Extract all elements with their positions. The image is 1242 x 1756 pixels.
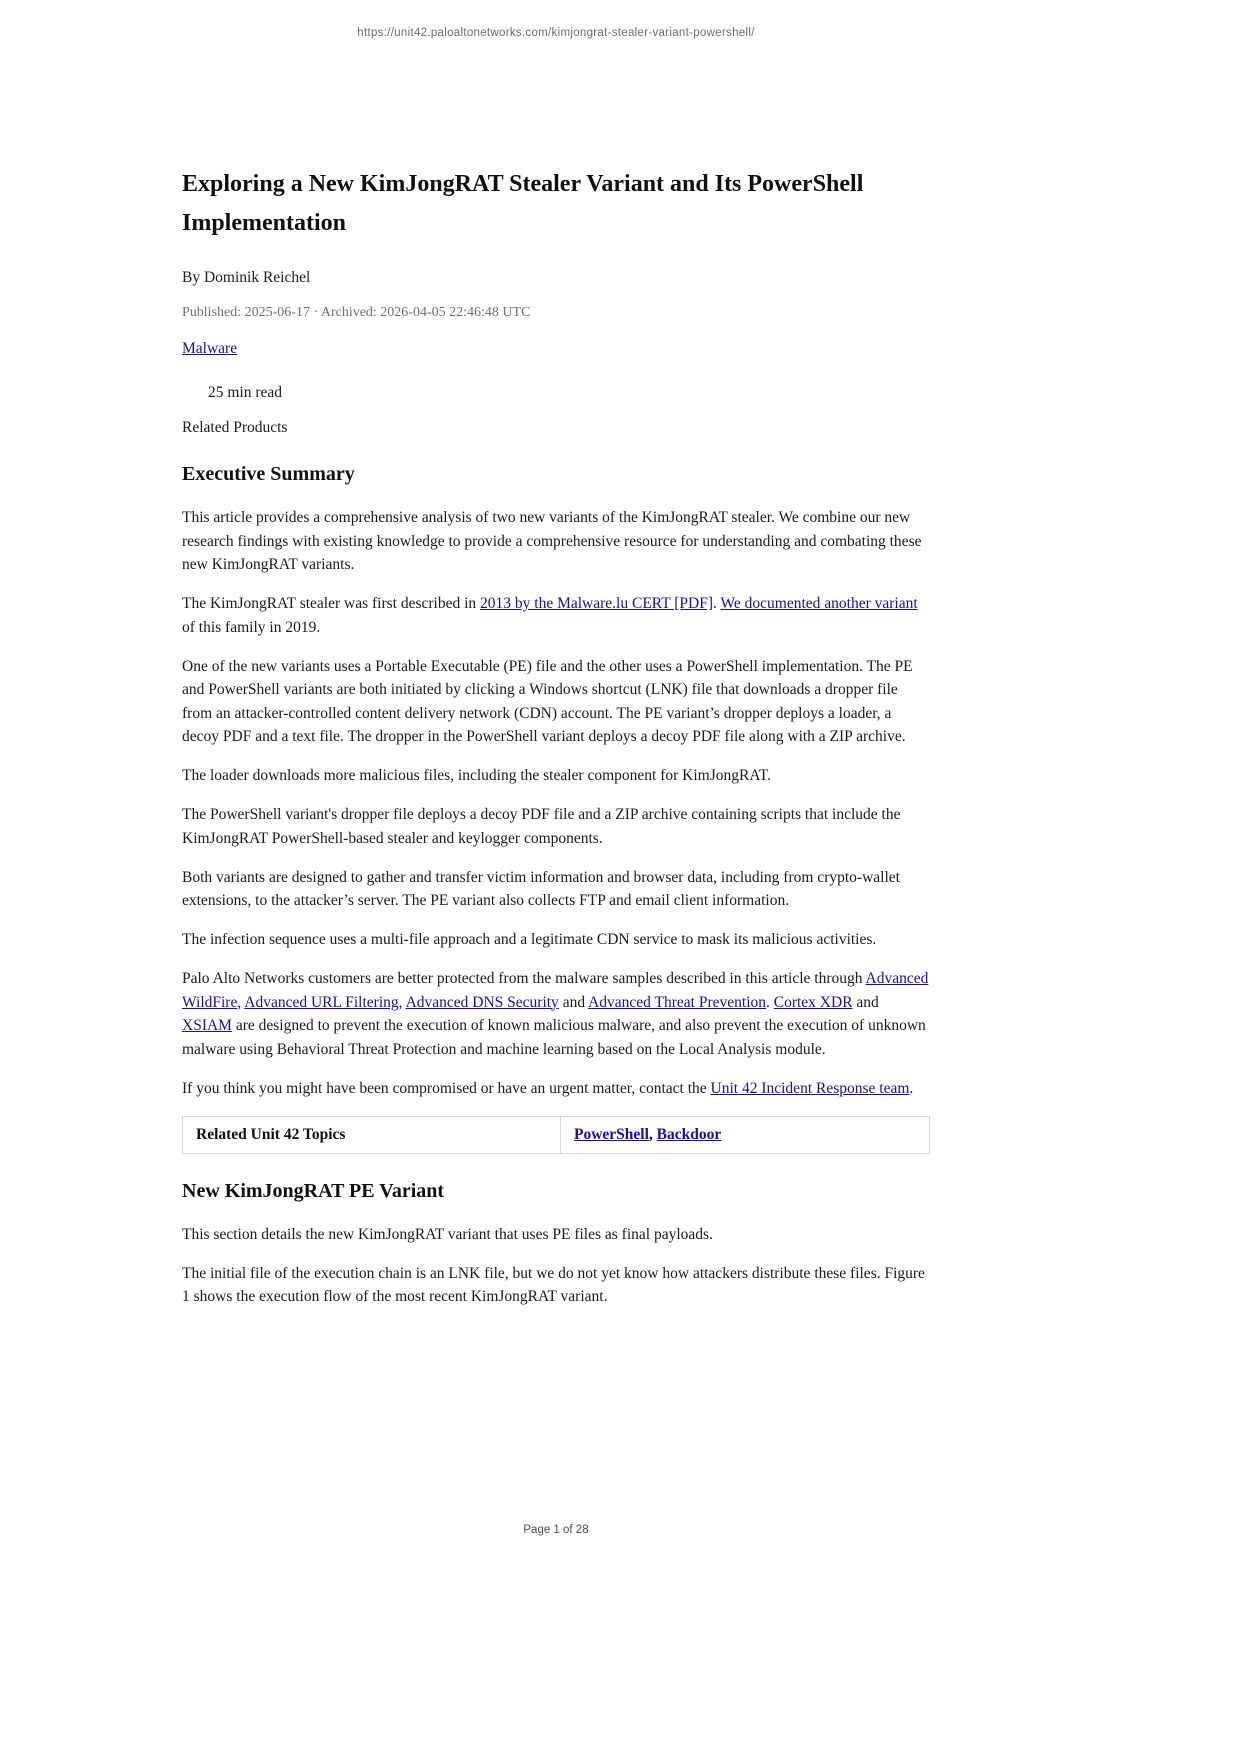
text-segment: , xyxy=(398,993,406,1011)
topic-powershell-link[interactable]: PowerShell xyxy=(574,1125,649,1143)
text-segment: The initial file of the execution chain is an LNK file, but we do not yet know how attackers distribute these files. Figure 1 shows the execution flow of the most recent KimJongRAT variant. xyxy=(182,1264,925,1305)
documented-another-variant-link[interactable]: We documented another variant xyxy=(720,595,918,612)
paragraph xyxy=(182,592,930,639)
advanced-wildfire-link[interactable]: Advanced WildFire xyxy=(182,970,929,1011)
category-row xyxy=(182,340,930,358)
read-time: 25 min read xyxy=(208,384,283,401)
paragraph xyxy=(182,803,930,850)
advanced-url-filtering-link[interactable]: Advanced URL Filtering xyxy=(244,993,399,1011)
text-segment: The PowerShell variant's dropper file deploys a decoy PDF file and a ZIP archive containing scripts that include the KimJongRAT PowerShell-based stealer and keylogger components. xyxy=(182,806,901,847)
xsiam-link[interactable]: XSIAM xyxy=(182,1017,232,1034)
table-row xyxy=(183,1116,930,1153)
text-segment: . xyxy=(766,993,774,1011)
related-topics-values xyxy=(561,1116,930,1153)
text-segment: Both variants are designed to gather and transfer victim information and browser data, including from crypto-wallet extensions, to the attacker’s server. The PE variant also collects FTP and email client information. xyxy=(182,868,900,909)
related-topics-table xyxy=(182,1116,930,1154)
advanced-threat-prevention-link[interactable]: Advanced Threat Prevention xyxy=(588,993,766,1011)
advanced-dns-security-link[interactable]: Advanced DNS Security xyxy=(405,993,559,1011)
paragraph xyxy=(182,866,930,913)
text-segment: and xyxy=(558,993,589,1011)
published-archived-line: Published: 2025-06-17 · Archived: 2026-04-05 22:46:48 UTC xyxy=(182,305,531,320)
topic-backdoor-link[interactable]: Backdoor xyxy=(656,1125,722,1143)
text-segment: This section details the new KimJongRAT variant that uses PE files as final payloads. xyxy=(182,1225,713,1243)
text-segment: and xyxy=(852,993,879,1011)
paragraph xyxy=(182,655,930,749)
text-segment: If you think you might have been compromised or have an urgent matter, contact the xyxy=(182,1079,711,1097)
article-content xyxy=(182,0,930,1324)
related-products-label: Related Products xyxy=(182,419,288,436)
text-segment: , xyxy=(648,1125,657,1143)
paragraph xyxy=(182,506,930,577)
related-topics-label: Related Unit 42 Topics xyxy=(183,1116,561,1153)
article-title: Exploring a New KimJongRAT Stealer Variant and Its PowerShell Implementation xyxy=(182,171,864,236)
text-segment: The loader downloads more malicious files, including the stealer component for KimJongRAT. xyxy=(182,767,772,784)
category-malware-link[interactable]: Malware xyxy=(182,340,238,357)
print-header-url: https://unit42.paloaltonetworks.com/kimjongrat-stealer-variant-powershell/ xyxy=(357,27,755,39)
malware-lu-cert-2013-link[interactable]: 2013 by the Malware.lu CERT [PDF] xyxy=(480,595,714,612)
paragraph xyxy=(182,967,930,1061)
text-segment: . xyxy=(713,595,721,612)
text-segment: One of the new variants uses a Portable Executable (PE) file and the other uses a PowerShell implementation. The PE and PowerShell variants are both initiated by clicking a Windows shortcut (LNK) file that downloads a dropper file from an attacker-controlled content delivery network (CDN) account. The PE variant’s dropper deploys a loader, a decoy PDF and a text file. The dropper in the PowerShell variant deploys a decoy PDF file along with a ZIP archive. xyxy=(182,657,913,745)
text-segment: The KimJongRAT stealer was first described in xyxy=(182,595,481,612)
text-segment: Palo Alto Networks customers are better protected from the malware samples described in this article through xyxy=(182,970,866,987)
unit42-incident-response-link[interactable]: Unit 42 Incident Response team xyxy=(710,1079,910,1097)
text-segment: of this family in 2019. xyxy=(182,618,321,636)
section-heading-executive-summary: Executive Summary xyxy=(182,463,355,485)
paragraph xyxy=(182,1077,930,1101)
section-heading-pe-variant: New KimJongRAT PE Variant xyxy=(182,1179,445,1202)
text-segment: . xyxy=(909,1079,914,1097)
text-segment: , xyxy=(237,993,245,1011)
page-number-footer: Page 1 of 28 xyxy=(523,1524,589,1536)
text-segment: The infection sequence uses a multi-file approach and a legitimate CDN service to mask its malicious activities. xyxy=(182,931,877,948)
text-segment: are designed to prevent the execution of known malicious malware, and also prevent the execution of unknown malware using Behavioral Threat Protection and machine learning based on the Local Analysis module. xyxy=(182,1017,926,1058)
byline: By Dominik Reichel xyxy=(182,269,311,286)
paragraph xyxy=(182,1262,930,1309)
text-segment: This article provides a comprehensive analysis of two new variants of the KimJongRAT stealer. We combine our new research findings with existing knowledge to provide a comprehensive resource for understanding and combating these new KimJongRAT variants. xyxy=(182,509,922,573)
paragraph xyxy=(182,764,930,788)
paragraph xyxy=(182,928,930,952)
paragraph xyxy=(182,1223,930,1247)
cortex-xdr-link[interactable]: Cortex XDR xyxy=(773,993,853,1011)
